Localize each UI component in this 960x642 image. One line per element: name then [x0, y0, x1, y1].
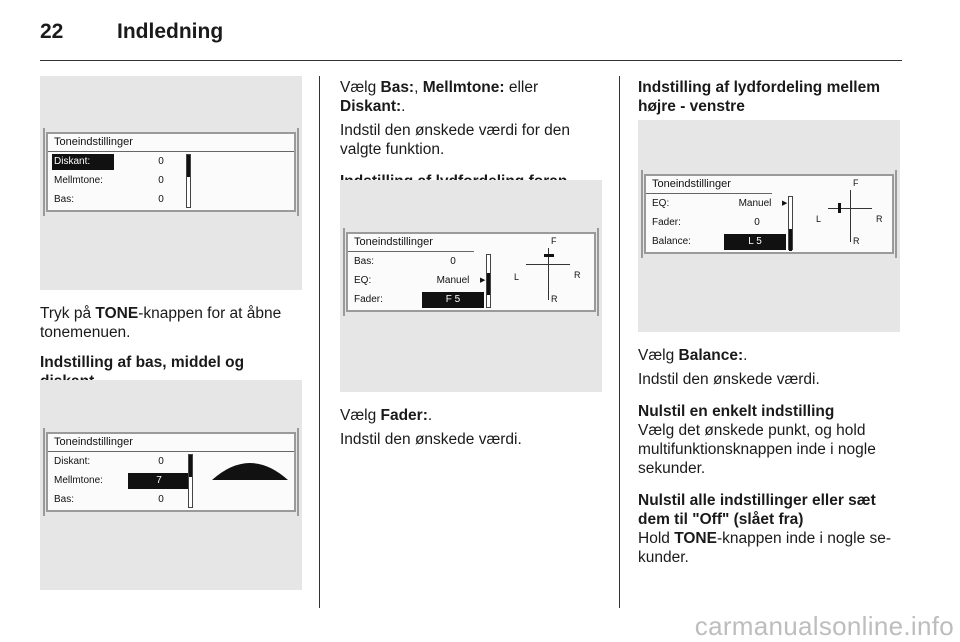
scrollbar-thumb	[189, 455, 192, 477]
value-bass: 0	[158, 194, 164, 205]
bold-midrange: Mellmtone:	[422, 79, 505, 96]
paragraph-set-value: Indstil den ønskede værdi.	[638, 371, 820, 388]
paragraph-set-value: Indstil den ønskede værdi.	[340, 431, 522, 448]
value-balance-selected: L 5	[724, 234, 786, 250]
heading-reset-single: Nulstil en enkelt indstilling	[638, 403, 835, 420]
arrow-right-icon: ▶	[782, 200, 788, 207]
tone-settings-panel	[46, 132, 296, 212]
settings-row-bass	[52, 192, 182, 208]
row-label: Diskant:	[54, 156, 91, 167]
row-label: Fader:	[652, 217, 681, 228]
heading-balance: Indstilling af lydfordeling mellem højre - venstre	[638, 79, 880, 115]
value-midrange: 0	[158, 175, 164, 186]
settings-row-midrange	[52, 473, 182, 489]
heading-bass-mid-treble: Indstilling af bas, middel og	[40, 354, 245, 371]
paragraph-open-tone-menu	[40, 304, 302, 342]
paragraph-select-fader	[340, 406, 605, 425]
arrow-right-icon: ▶	[480, 277, 486, 284]
row-label: Bas:	[54, 494, 75, 505]
cross-horizontal-line	[828, 208, 872, 209]
label-front: F	[853, 178, 859, 188]
row-label: Bas:	[54, 194, 75, 205]
text-span: .	[427, 407, 433, 424]
column-3-text-a	[638, 78, 903, 116]
value-fader-selected: F 5	[422, 292, 484, 308]
value-fader: 0	[754, 217, 760, 228]
panel-title-rule	[646, 193, 772, 194]
header-rule	[40, 60, 902, 61]
row-label: Balance:	[652, 236, 691, 247]
bold-bass: Bas:	[380, 79, 415, 96]
row-label: EQ:	[354, 275, 372, 286]
scrollbar-thumb	[187, 155, 190, 177]
paragraph-select-tone	[340, 78, 605, 116]
tone-key-label: TONE	[95, 305, 139, 322]
row-label: Mellmtone:	[54, 475, 103, 486]
settings-row-fader	[650, 215, 790, 231]
text-span: -knappen inde i nogle se-kunder.	[638, 530, 892, 566]
text-span: ,	[414, 79, 423, 96]
row-value	[146, 154, 176, 170]
text-span: .	[743, 347, 748, 364]
row-label: Mellmtone:	[54, 175, 103, 186]
scrollbar-thumb	[789, 229, 792, 251]
eq-curve-graphic	[208, 452, 292, 482]
text-span: Vælg	[340, 79, 381, 96]
tone-settings-panel	[346, 232, 596, 312]
paragraph-set-value: Indstil den ønskede værdi for den valgte funktion.	[340, 122, 571, 158]
scrollbar	[788, 196, 793, 250]
scrollbar	[186, 154, 191, 208]
watermark: carmanualsonline.info	[694, 611, 954, 641]
label-left: L	[514, 272, 520, 282]
label-right: R	[574, 270, 581, 280]
value-midrange-selected: 7	[128, 473, 190, 489]
tone-settings-panel	[644, 174, 894, 254]
scrollbar	[188, 454, 193, 508]
screen-image-balance	[638, 120, 900, 332]
bold-fader: Fader:	[380, 407, 428, 424]
paragraph-reset-single: Vælg det ønskede punkt, og hold multifunktionsknappen inde i nogle sekunder.	[638, 422, 876, 477]
text-span: Hold	[638, 530, 675, 547]
panel-title-rule	[348, 251, 474, 252]
row-label: Diskant:	[54, 456, 91, 467]
label-front: F	[551, 236, 557, 246]
page-number: 22	[40, 20, 64, 43]
panel-title: Toneindstillinger	[54, 136, 133, 148]
bold-balance: Balance:	[678, 347, 744, 364]
scrollbar-thumb	[487, 273, 490, 295]
column-divider-2	[619, 76, 620, 608]
text-span: eller	[504, 79, 539, 96]
label-right: R	[876, 214, 883, 224]
settings-row-fader	[352, 292, 492, 308]
label-left: L	[816, 214, 822, 224]
label-rear: R	[853, 236, 860, 246]
text-span: Vælg	[638, 347, 679, 364]
paragraph-reset-all	[638, 529, 903, 567]
panel-title: Toneindstillinger	[54, 436, 133, 448]
panel-title: Toneindstillinger	[652, 178, 731, 190]
column-1-text-a	[40, 304, 302, 391]
position-marker	[544, 254, 554, 257]
panel-title: Toneindstillinger	[354, 236, 433, 248]
settings-row-eq	[352, 273, 492, 289]
value-bass: 0	[158, 494, 164, 505]
screen-image-tone-settings	[40, 76, 302, 290]
value-eq: Manuel	[738, 198, 772, 209]
value-eq: Manuel	[436, 275, 470, 286]
screen-image-fader	[340, 180, 602, 392]
column-divider-1	[319, 76, 320, 608]
row-label: Bas:	[354, 256, 375, 267]
position-marker	[838, 203, 841, 213]
row-label: Fader:	[354, 294, 383, 305]
settings-row-treble	[52, 454, 182, 470]
column-3-text-b	[638, 346, 903, 567]
column-2-text-b	[340, 406, 605, 449]
cross-vertical-line	[850, 190, 851, 242]
value-treble: 0	[158, 156, 164, 167]
value-bass: 0	[450, 256, 456, 267]
settings-row-balance	[650, 234, 790, 250]
screen-image-midrange	[40, 380, 302, 590]
paragraph-select-balance	[638, 346, 903, 365]
settings-row-bass	[52, 492, 182, 508]
panel-title-rule	[48, 151, 294, 152]
settings-row-treble	[52, 154, 114, 170]
text-span: .	[401, 98, 406, 115]
speaker-balance-cross	[508, 234, 588, 312]
settings-row-eq	[650, 196, 790, 212]
cross-horizontal-line	[526, 264, 570, 265]
text-span: Tryk på	[40, 305, 96, 322]
text-span: -knappen for at åbne tonemenuen.	[40, 305, 282, 341]
label-rear: R	[551, 294, 558, 304]
speaker-balance-cross	[810, 176, 890, 254]
row-label: EQ:	[652, 198, 670, 209]
tone-key-label: TONE	[674, 530, 717, 547]
page-title: Indledning	[117, 20, 224, 43]
heading-reset-all: Nulstil alle indstillinger eller sæt dem til "Off" (slået fra)	[638, 492, 876, 528]
value-treble: 0	[158, 456, 164, 467]
tone-settings-panel	[46, 432, 296, 512]
bold-treble: Diskant:	[340, 98, 402, 115]
text-span: Vælg	[340, 407, 381, 424]
scrollbar	[486, 254, 491, 308]
settings-row-midrange	[52, 173, 182, 189]
settings-row-bass	[352, 254, 482, 270]
